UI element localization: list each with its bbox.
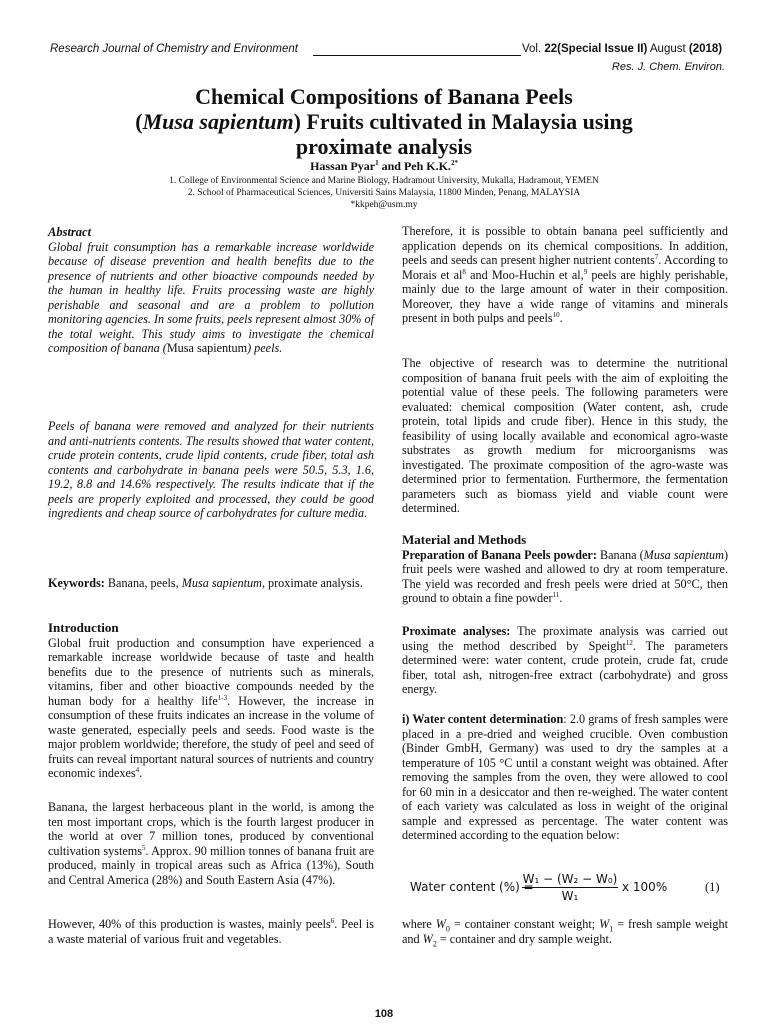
author-2: Peh K.K. [403, 159, 451, 173]
legend-text: = container constant weight; [449, 917, 600, 931]
author-2-affil-num: 2 [450, 159, 455, 167]
intro-p3-end: . Peel is a waste material of various fruit and vegetables. [48, 917, 374, 946]
intro-paragraph-3 [48, 917, 374, 946]
paper-title [60, 84, 708, 159]
proximate-analyses-paragraph [402, 624, 728, 697]
var-w: W [422, 931, 433, 946]
author-and: and [378, 159, 404, 173]
citation: 12 [625, 638, 633, 647]
var-sub: 0 [445, 924, 450, 934]
intro-p2-text: Banana, the largest herbaceous plant in the world, is among the ten most important crops, which is the fourth largest producer in the world at over 7 million tones, produced by conventional cultivation systems [48, 800, 374, 858]
keywords-block [48, 576, 374, 591]
citation: 7 [654, 252, 659, 261]
var-sub: 1 [609, 924, 614, 934]
prep-end: . [559, 591, 563, 605]
intro-paragraph-3-block [48, 917, 374, 946]
water-content-block [402, 712, 728, 843]
methods-section [402, 533, 728, 606]
right-paragraph-1-block [402, 224, 728, 326]
equation-legend [402, 917, 728, 946]
abstract-paragraph-1 [48, 240, 374, 356]
objective-paragraph-block [402, 356, 728, 516]
intro-paragraph-2-block [48, 800, 374, 887]
title-line-2-rest: ) Fruits cultivated in Malaysia using [293, 109, 633, 134]
corresponding-star: * [454, 159, 458, 167]
volume-info [522, 43, 722, 55]
citation: 10 [552, 310, 560, 319]
keywords-species: Musa sapientum [181, 576, 262, 590]
equation-denominator: W₁ [561, 889, 579, 903]
vol-number: 22(Special Issue II) [544, 43, 648, 55]
citation: 11 [552, 590, 560, 599]
right-p1-text-3: and Moo-Huchin et al, [465, 267, 584, 282]
intro-p1-end: . [139, 766, 143, 780]
abstract-section [48, 225, 374, 356]
keywords-text-end: , proximate analysis. [261, 576, 363, 590]
prep-text-2: ) fruit peels were washed and allowed to dry at room temperature. The yield was recorded and fresh peels were dried at 50°C, then ground to obtain a fine powder [402, 547, 728, 605]
prox-text: The proximate analysis was carried out using the method described by Speight [402, 624, 728, 653]
prox-text-2: . The parameters determined were: water content, crude protein, crude fat, crude fiber, total ash, nitrogen-free extract (carbohydrate) and gross energy. [402, 638, 728, 696]
equation-lhs: Water content (%) = [410, 880, 534, 894]
introduction-heading: Introduction [48, 620, 119, 635]
citation: 4 [135, 765, 140, 774]
affiliation-2: 2. School of Pharmaceutical Sciences, Universiti Sains Malaysia, 11800 Minden, Penang, MALAYSIA [187, 188, 581, 198]
right-paragraph-1 [402, 224, 728, 326]
equation-legend-block [402, 917, 728, 946]
var-w: W [435, 917, 446, 931]
water-content-equation [410, 872, 730, 906]
objective-paragraph: The objective of research was to determine the nutritional composition of banana fruit peels with the aim of exploiting the potential value of these peels. The following parameters were evaluated: chemical composition (Water content, ash, crude protein, total lipids and crude fiber). Hence in this study, the feasibility of using locally available and economical agro-waste substrates as growth medium for microorganisms was investigated. The proximate composition of the agro-waste was determined prior to fermentation. Furthermore, the fermentation parameters such as biomass yield and viable count were determined. [402, 356, 728, 515]
right-p1-text: Therefore, it is possible to obtain banana peel sufficiently and application depends on its chemical compositions. In addition, peels and seeds can present higher nutrient contents [402, 224, 728, 267]
citation: 5 [141, 843, 146, 852]
abstract-heading: Abstract [48, 225, 92, 239]
corresponding-email: *kkpeh@usm.my [350, 200, 418, 210]
citation: 9 [583, 267, 588, 276]
author-1: Hassan Pyar [310, 159, 376, 173]
abstract-paragraph-2-block [48, 419, 374, 521]
issue-month: August [647, 43, 689, 55]
vol-prefix: Vol. [522, 43, 545, 55]
issue-year: (2018) [688, 43, 723, 55]
right-p1-text-2: . According to Morais et al [402, 253, 728, 282]
right-p1-end: . [559, 311, 563, 325]
journal-name: Research Journal of Chemistry and Environment [50, 43, 299, 55]
proximate-label: Proximate analyses: [402, 624, 511, 638]
water-content-label: i) Water content determination [402, 712, 564, 726]
intro-paragraph-1 [48, 636, 374, 781]
equation-fraction [522, 872, 618, 903]
keywords-label: Keywords: [48, 576, 105, 590]
equation-numerator: W₁ − (W₂ − W₀) [522, 872, 618, 886]
legend-where: where [402, 917, 436, 931]
intro-p1-text-2: . However, the increase in consumption of these fruits indicates an increase in the volume of waste generated, especially peels and seeds. Food waste is the major problem worldwide; therefore, the study of peel and seed of fruits can reveal important natural sources of nutrients and country economic indexes [48, 693, 375, 780]
proximate-paragraph-block [402, 624, 728, 697]
author-2-affil [451, 159, 458, 167]
var-w: W [599, 917, 610, 931]
title-species: Musa sapientum [142, 109, 294, 134]
water-content-text: : 2.0 grams of fresh samples were placed in a pre-dried and weighed crucible. Oven combustion (Binder GmbH, Germany) was used to dry the samples at a temperature of 105 °C until a constant weight was obtained. After removing the samples from the oven, they were allowed to cool for 60 min in a desiccator and then re-weighed. The water content of each variety was calculated as loss in weight of the original sample and expressed as percentage. The water content was determined according to the equation below: [402, 712, 728, 842]
author-list [0, 159, 768, 174]
right-p1-text-4: peels are highly perishable, mainly due to the large amount of water in their composition. Moreover, they have a wide range of vitamins and minerals present in both pulps and peels [402, 267, 729, 325]
citation: 1-3 [217, 693, 228, 702]
title-line-3: proximate analysis [295, 134, 473, 159]
preparation-paragraph [402, 548, 728, 606]
abstract-p1-text: Global fruit consumption has a remarkable increase worldwide because of disease prevention and health benefits due to the presence of nutrients and other bioactive compounds needed by the human in healthy life. Fruits processing waste are highly perishable and seasonal and are a problem to pollution monitoring agencies. In some fruits, peels represent almost 30% of the total weight. This study aims to investigate the chemical composition of banana ( [48, 239, 374, 355]
prep-text: Banana ( [596, 547, 644, 562]
header-rule [313, 55, 521, 56]
abstract-species: Musa sapientum [166, 341, 248, 355]
intro-p3-text: However, 40% of this production is wastes, mainly peels [48, 917, 331, 931]
keywords [48, 576, 374, 591]
citation: 6 [330, 916, 335, 925]
var-sub: 2 [432, 938, 437, 948]
page-number: 108 [374, 1008, 394, 1020]
title-line-1: Chemical Compositions of Banana Peels [195, 84, 573, 109]
water-content-paragraph [402, 712, 728, 843]
prep-species: Musa sapientum [643, 547, 724, 562]
legend-text: = fresh sample weight and [402, 917, 728, 946]
intro-p1-text: Global fruit production and consumption have experienced a remarkable increase worldwide because of taste and health benefits due to the presence of nutrients such as minerals, vitamins, fiber and other bioactive compounds needed by the human body for a healthy life [48, 635, 374, 708]
title-line-2: (Musa sapientum) Fruits cultivated in Malaysia using [135, 109, 633, 134]
journal-abbreviation: Res. J. Chem. Environ. [611, 61, 725, 73]
legend-text: = container and dry sample weight. [436, 931, 612, 946]
equation-multiplier: x 100% [622, 880, 668, 894]
abstract-p1-end: ) peels. [247, 341, 283, 355]
intro-p2-text-2: . Approx. 90 million tonnes of banana fruit are produced, mainly in tropical areas such as Africa (13%), South and Central America (28%) and South Eastern Asia (47%). [48, 843, 374, 887]
author-1-affil: 1 [375, 159, 379, 167]
citation: 8 [462, 267, 466, 276]
methods-heading: Material and Methods [402, 532, 527, 547]
intro-paragraph-2 [48, 800, 374, 887]
keywords-text: Banana, peels, [104, 576, 182, 590]
introduction-section [48, 621, 374, 781]
affiliation-1: 1. College of Environmental Science and Marine Biology, Hadramout University, Mukalla, Hadramout, YEMEN [169, 176, 599, 186]
abstract-paragraph-2: Peels of banana were removed and analyzed for their nutrients and anti-nutrients contents. The results showed that water content, crude protein contents, crude lipid contents, crude fiber, total ash contents and carbohydrate in banana peels were 50.5, 5.3, 1.6, 19.2, 8.8 and 14.6% respectively. The results indicate that if the peels are properly exploited and processed, they could be good ingredients and cheap source of carbohydrates for culture media. [48, 419, 374, 520]
preparation-label: Preparation of Banana Peels powder: [402, 547, 597, 562]
equation-number: (1) [705, 880, 720, 894]
